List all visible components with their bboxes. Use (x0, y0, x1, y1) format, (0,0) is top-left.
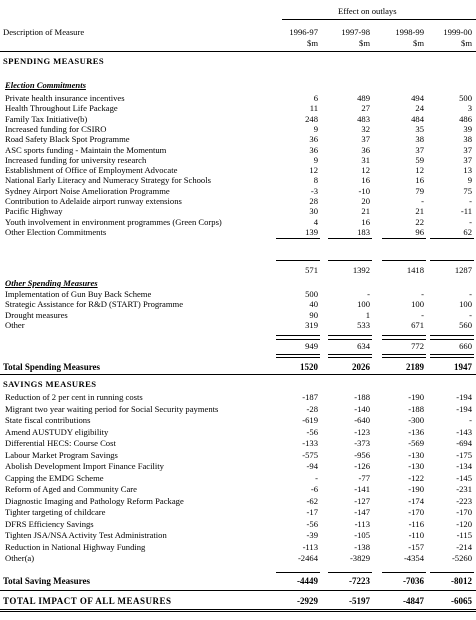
measure-label: Differential HECS: Course Cost (5, 438, 116, 448)
measure-value: -126 (354, 461, 370, 471)
measure-value: 75 (463, 185, 472, 196)
measure-value: -147 (354, 507, 370, 517)
measure-label: Health Throughout Life Package (5, 103, 118, 114)
measure-value: 100 (459, 299, 472, 310)
table-row (0, 496, 476, 506)
total-underline (276, 572, 320, 573)
measure-value: -17 (306, 507, 318, 517)
measure-label: Reduction of 2 per cent in running costs (5, 392, 143, 402)
measure-value: -145 (456, 472, 472, 483)
measure-label: Pacific Highway (5, 206, 63, 217)
measure-value: 486 (459, 113, 472, 124)
measure-value: -28 (306, 403, 318, 414)
measure-value: 90 (309, 309, 318, 320)
total-impact-row (0, 596, 476, 606)
measure-value: 37 (463, 154, 472, 165)
measure-value: -134 (456, 461, 472, 471)
table-row (0, 507, 476, 517)
measure-value: -575 (302, 449, 318, 460)
measure-value: 139 (305, 226, 318, 237)
measure-value: -640 (354, 415, 370, 425)
total-underline (328, 260, 372, 261)
measure-value: - (421, 289, 424, 299)
table-row (0, 186, 476, 196)
measure-value: -10 (358, 185, 370, 196)
measure-label: Abolish Development Import Finance Facility (5, 461, 164, 471)
measure-value: -174 (408, 495, 424, 506)
table-row (0, 320, 476, 330)
measure-label: Family Tax Initiative(b) (5, 113, 88, 124)
total-underline (328, 354, 372, 355)
measure-label: Labour Market Program Savings (5, 449, 118, 460)
measure-value: 96 (415, 226, 424, 237)
measure-value: 183 (357, 226, 370, 237)
measure-value: -2464 (297, 553, 318, 563)
measure-label: Contribution to Adelaide airport runway extensions (5, 196, 182, 206)
subtotal-value: 571 (305, 265, 318, 275)
unit-label: $m (413, 38, 424, 48)
total-underline (276, 357, 320, 358)
total-value: -5197 (349, 596, 370, 606)
header-divider (282, 19, 476, 20)
measure-value: 3 (467, 103, 472, 114)
table-row (0, 93, 476, 103)
total-value: -7223 (349, 576, 370, 586)
measure-value: 79 (415, 185, 424, 196)
total-saving-row (0, 576, 476, 586)
measure-value: 671 (411, 319, 424, 330)
bottom-rule (0, 611, 476, 612)
measure-value: -120 (456, 518, 472, 529)
total-underline (276, 335, 320, 336)
table-row (0, 289, 476, 299)
measure-value: 16 (361, 216, 370, 227)
measure-value: 21 (361, 206, 370, 217)
measure-value: -231 (456, 484, 472, 494)
measure-label: State fiscal contributions (5, 415, 91, 425)
measure-value: - (367, 289, 370, 299)
measure-value: - (315, 472, 318, 483)
measure-value: -956 (354, 449, 370, 460)
total-underline (328, 335, 372, 336)
measure-value: - (421, 309, 424, 320)
measure-label: National Early Literacy and Numeracy Strategy for Schools (5, 175, 211, 186)
measure-value: 59 (415, 154, 424, 165)
measure-label: Capping the EMDG Scheme (5, 472, 104, 483)
bottom-rule (0, 609, 476, 610)
measure-value: 36 (309, 134, 318, 145)
measure-label: Strategic Assistance for R&D (START) Programme (5, 299, 184, 310)
measure-label: Diagnostic Imaging and Pathology Reform Package (5, 495, 184, 506)
subtotal-value: 1287 (454, 265, 472, 275)
total-underline (430, 357, 474, 358)
measure-value: -130 (408, 449, 424, 460)
table-row (0, 530, 476, 540)
measure-value: 13 (463, 165, 472, 176)
total-underline (382, 357, 426, 358)
measure-label: Reform of Aged and Community Care (5, 484, 137, 494)
total-underline (382, 335, 426, 336)
measure-value: -115 (456, 530, 472, 540)
table-row (0, 217, 476, 227)
total-underline (382, 572, 426, 573)
measure-value: -190 (408, 484, 424, 494)
subtotal-value: 634 (357, 341, 370, 351)
measure-value: -3829 (349, 553, 370, 563)
section-rule (0, 590, 476, 591)
total-underline (430, 339, 474, 340)
measure-value: 11 (309, 103, 318, 114)
table-row (0, 145, 476, 155)
measure-value: 37 (463, 144, 472, 155)
measure-value: -62 (306, 495, 318, 506)
measure-value: 248 (305, 113, 318, 124)
measure-value: 483 (357, 113, 370, 124)
unit-label: $m (359, 38, 370, 48)
measure-value: 40 (309, 299, 318, 310)
election-commitments-title: Election Commitments (5, 80, 86, 90)
measure-value: 100 (357, 299, 370, 310)
measure-value: -223 (456, 495, 472, 506)
measure-value: -141 (354, 484, 370, 494)
total-underline (382, 238, 426, 239)
measure-value: 24 (415, 103, 424, 114)
table-row (0, 165, 476, 175)
measure-value: 31 (361, 154, 370, 165)
unit-label: $m (461, 38, 472, 48)
total-underline (382, 260, 426, 261)
measure-value: - (469, 309, 472, 320)
total-underline (382, 339, 426, 340)
table-row (0, 553, 476, 563)
measure-value: -373 (354, 438, 370, 448)
table-row (0, 519, 476, 529)
measure-value: - (469, 216, 472, 227)
measure-value: -122 (408, 472, 424, 483)
total-saving-label: Total Saving Measures (3, 576, 91, 586)
measure-value: 38 (463, 134, 472, 145)
measure-value: -136 (408, 426, 424, 437)
effect-on-outlays-header: Effect on outlays (338, 6, 397, 16)
measure-label: Tighter targeting of childcare (5, 507, 106, 517)
total-value: -4847 (403, 596, 424, 606)
year-header: 1999-00 (443, 27, 472, 37)
measure-label: Increased funding for CSIRO (5, 123, 107, 134)
measure-value: -214 (456, 541, 472, 552)
measure-value: -4354 (403, 553, 424, 563)
measure-label: Migrant two year waiting period for Social Security payments (5, 403, 219, 414)
measure-value: -188 (354, 392, 370, 402)
measure-value: -194 (456, 403, 472, 414)
total-underline (328, 339, 372, 340)
table-row (0, 196, 476, 206)
measure-value: 560 (459, 319, 472, 330)
measure-label: Increased funding for university research (5, 154, 147, 165)
measure-label: Private health insurance incentives (5, 93, 125, 103)
measure-label: ASC sports funding - Maintain the Momentum (5, 144, 167, 155)
measure-value: 319 (305, 319, 318, 330)
measure-value: -143 (456, 426, 472, 437)
subtotal-value: 1392 (352, 265, 370, 275)
total-value: -8012 (451, 576, 472, 586)
measure-value: - (469, 196, 472, 206)
total-value: -2929 (297, 596, 318, 606)
measure-label: Road Safety Black Spot Programme (5, 134, 130, 145)
other-spending-title: Other Spending Measures (5, 278, 98, 288)
subtotal-value: 949 (305, 341, 318, 351)
header-rule (0, 51, 476, 52)
measure-value: -123 (354, 426, 370, 437)
table-row (0, 404, 476, 414)
measure-value: -194 (456, 392, 472, 402)
measure-label: Reduction in National Highway Funding (5, 541, 146, 552)
total-underline (382, 354, 426, 355)
table-row (0, 134, 476, 144)
measure-value: 37 (361, 134, 370, 145)
measure-value: -619 (302, 415, 318, 425)
measure-value: - (469, 289, 472, 299)
measure-label: Drought measures (5, 309, 68, 320)
total-underline (430, 354, 474, 355)
measure-value: 22 (415, 216, 424, 227)
measure-value: -11 (460, 206, 472, 217)
measure-value: -110 (408, 530, 424, 540)
total-value: -4449 (297, 576, 318, 586)
section-rule (0, 374, 476, 375)
measure-value: -175 (456, 449, 472, 460)
table-row (0, 392, 476, 402)
unit-label: $m (307, 38, 318, 48)
total-value: 2189 (406, 362, 424, 372)
measure-value: 500 (305, 289, 318, 299)
measure-value: -130 (408, 461, 424, 471)
table-row (0, 103, 476, 113)
measure-value: -170 (408, 507, 424, 517)
measure-value: -187 (302, 392, 318, 402)
table-row (0, 124, 476, 134)
total-underline (430, 335, 474, 336)
measure-value: 62 (463, 226, 472, 237)
measure-label: Amend AUSTUDY eligibility (5, 426, 109, 437)
table-row (0, 542, 476, 552)
total-value: 1947 (454, 362, 472, 372)
measure-value: -56 (306, 518, 318, 529)
measure-value: 35 (415, 123, 424, 134)
table-row (0, 461, 476, 471)
measure-value: -105 (354, 530, 370, 540)
measure-value: -6 (310, 484, 318, 494)
total-impact-label: TOTAL IMPACT OF ALL MEASURES (3, 596, 172, 606)
measure-value: 12 (309, 165, 318, 176)
table-row (0, 484, 476, 494)
description-column-header: Description of Measure (3, 27, 85, 37)
measure-label: Other Election Commitments (5, 226, 107, 237)
measure-value: 39 (463, 123, 472, 134)
spending-measures-title: SPENDING MEASURES (3, 56, 105, 66)
measure-value: 9 (313, 123, 318, 134)
measure-value: 20 (361, 196, 370, 206)
other-subtotal-row (0, 341, 476, 351)
measure-value: -3 (310, 185, 318, 196)
measure-value: -127 (354, 495, 370, 506)
table-row (0, 227, 476, 237)
measure-label: Establishment of Office of Employment Advocate (5, 165, 178, 176)
measure-value: 533 (357, 319, 370, 330)
subtotal-value: 1418 (406, 265, 424, 275)
total-underline (430, 238, 474, 239)
measure-value: -5260 (451, 553, 472, 563)
measure-value: -113 (302, 541, 318, 552)
measure-value: 489 (357, 93, 370, 103)
measure-value: 9 (313, 154, 318, 165)
total-value: -7036 (403, 576, 424, 586)
subtotal-value: 660 (459, 341, 472, 351)
measure-label: Sydney Airport Noise Amelioration Programme (5, 185, 170, 196)
measure-value: 12 (415, 165, 424, 176)
measure-value: 28 (309, 196, 318, 206)
total-spending-label: Total Spending Measures (3, 362, 101, 372)
measure-value: -157 (408, 541, 424, 552)
measure-value: 27 (361, 103, 370, 114)
measure-value: -116 (408, 518, 424, 529)
measure-value: -77 (358, 472, 370, 483)
measure-value: -140 (354, 403, 370, 414)
election-subtotal-row (0, 265, 476, 275)
total-underline (430, 572, 474, 573)
table-row (0, 206, 476, 216)
measure-value: 21 (415, 206, 424, 217)
measure-value: 1 (365, 309, 370, 320)
measure-value: 16 (361, 175, 370, 186)
measure-value: 12 (361, 165, 370, 176)
year-header: 1998-99 (395, 27, 424, 37)
measure-value: 36 (361, 144, 370, 155)
measure-value: - (421, 196, 424, 206)
table-row (0, 299, 476, 309)
measure-value: 38 (415, 134, 424, 145)
measure-value: 16 (415, 175, 424, 186)
total-underline (430, 260, 474, 261)
total-underline (328, 572, 372, 573)
total-underline (276, 260, 320, 261)
measure-value: -694 (456, 438, 472, 448)
measure-value: -113 (354, 518, 370, 529)
measure-value: 100 (411, 299, 424, 310)
measure-value: 484 (411, 113, 424, 124)
measure-value: -170 (456, 507, 472, 517)
measure-value: 32 (361, 123, 370, 134)
measure-value: -133 (302, 438, 318, 448)
measure-value: 8 (313, 175, 318, 186)
measure-value: 9 (467, 175, 472, 186)
table-row (0, 175, 476, 185)
total-underline (276, 339, 320, 340)
measure-value: 30 (309, 206, 318, 217)
measure-value: 36 (309, 144, 318, 155)
total-underline (328, 238, 372, 239)
subtotal-value: 772 (411, 341, 424, 351)
total-underline (328, 357, 372, 358)
table-row (0, 438, 476, 448)
measure-label: Youth involvement in environment programmes (Green Corps) (5, 216, 222, 227)
total-spending-row (0, 362, 476, 372)
year-header: 1996-97 (289, 27, 318, 37)
measure-value: 500 (459, 93, 472, 103)
total-underline (276, 354, 320, 355)
total-value: 2026 (352, 362, 370, 372)
total-underline (276, 238, 320, 239)
total-value: -6065 (451, 596, 472, 606)
measure-value: -94 (306, 461, 318, 471)
measure-value: 494 (411, 93, 424, 103)
table-row (0, 310, 476, 320)
measure-value: - (469, 415, 472, 425)
savings-measures-title: SAVINGS MEASURES (3, 379, 97, 389)
table-row (0, 450, 476, 460)
measure-value: -190 (408, 392, 424, 402)
measure-value: -138 (354, 541, 370, 552)
measure-value: -300 (408, 415, 424, 425)
table-row (0, 114, 476, 124)
table-row (0, 473, 476, 483)
measure-value: 6 (313, 93, 318, 103)
total-value: 1520 (300, 362, 318, 372)
measure-value: 37 (415, 144, 424, 155)
measure-label: Other(a) (5, 553, 35, 563)
table-row (0, 415, 476, 425)
measure-label: Implementation of Gun Buy Back Scheme (5, 289, 152, 299)
measure-value: -569 (408, 438, 424, 448)
measure-label: Other (5, 319, 25, 330)
measure-label: Tighten JSA/NSA Activity Test Administration (5, 530, 167, 540)
year-header: 1997-98 (341, 27, 370, 37)
table-row (0, 155, 476, 165)
table-row (0, 427, 476, 437)
measure-value: -56 (306, 426, 318, 437)
measure-value: 4 (313, 216, 318, 227)
measure-value: -39 (306, 530, 318, 540)
measure-value: -188 (408, 403, 424, 414)
measure-label: DFRS Efficiency Savings (5, 518, 94, 529)
